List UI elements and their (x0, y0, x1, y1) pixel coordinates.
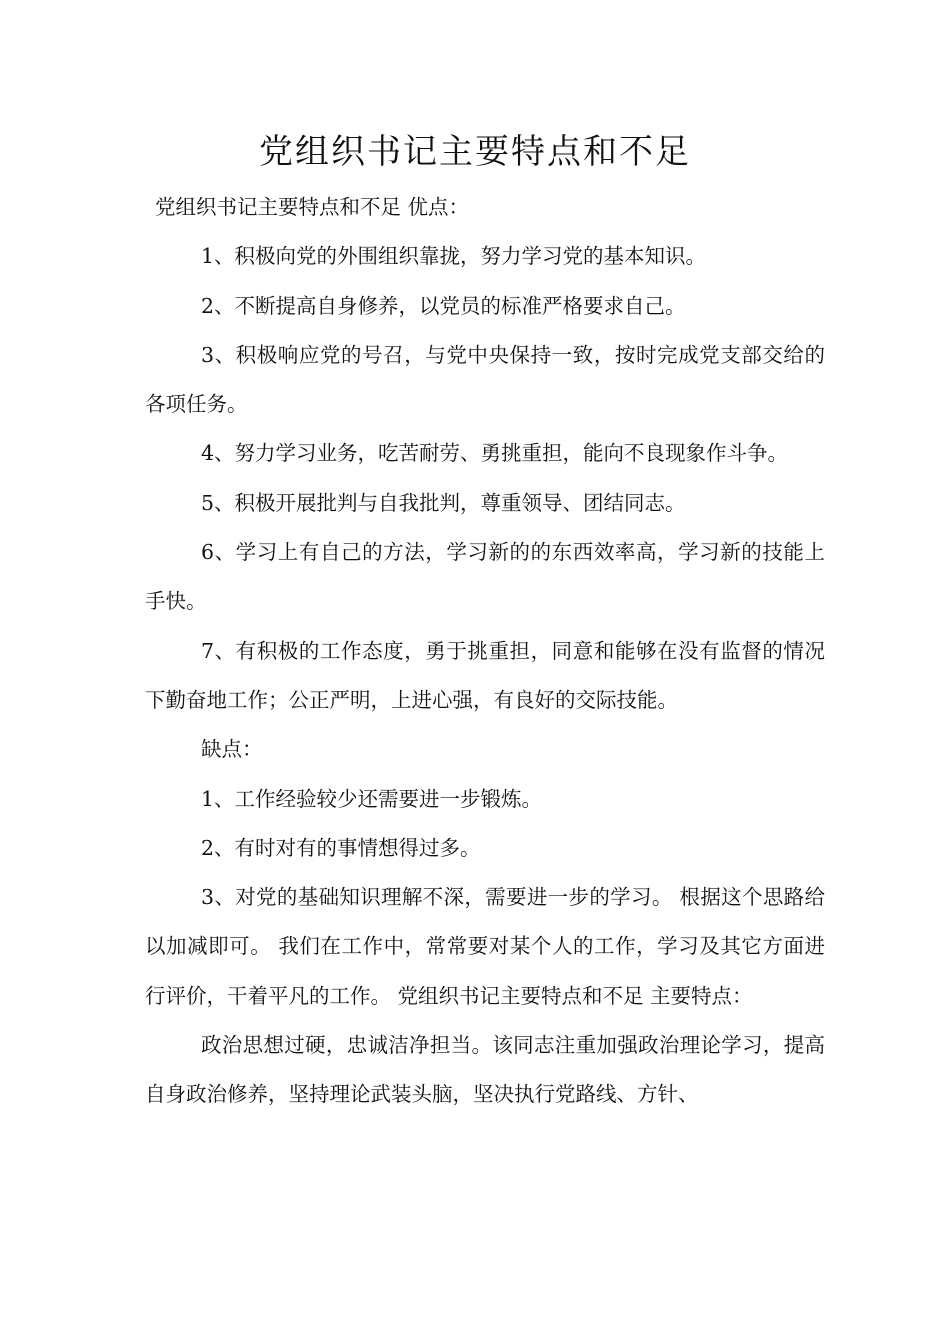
paragraph-strength-5: 5、积极开展批判与自我批判，尊重领导、团结同志。 (201, 490, 686, 515)
document-title: 党组织书记主要特点和不足 (259, 132, 691, 172)
paragraph-strength-7: 7、有积极的工作态度，勇于挑重担，同意和能够在没有监督的情况下勤奋地工作；公正严明，上进心强，有良好的交际技能。 (145, 638, 825, 712)
paragraph-intro: 党组织书记主要特点和不足 优点： (155, 195, 470, 219)
paragraph-strength-1: 1、积极向党的外围组织靠拢，努力学习党的基本知识。 (201, 244, 707, 269)
paragraph-strength-4: 4、努力学习业务，吃苦耐劳、勇挑重担，能向不良现象作斗争。 (201, 441, 789, 466)
paragraph-strength-2: 2、不断提高自身修养，以党员的标准严格要求自己。 (201, 293, 686, 318)
paragraph-weakness-3: 3、对党的基础知识理解不深，需要进一步的学习。 根据这个思路给以加减即可。 我们在工作中，常常要对某个人的工作，学习及其它方面进行评价，干着平凡的工作。 党组织书记主要特点和不足 主要特点： (145, 885, 825, 1008)
paragraph-strength-6: 6、学习上有自己的方法，学习新的的东西效率高，学习新的技能上手快。 (145, 540, 825, 614)
paragraph-weakness-2: 2、有时对有的事情想得过多。 (201, 835, 481, 860)
paragraph-weakness-1: 1、工作经验较少还需要进一步锻炼。 (201, 786, 543, 811)
paragraph-main-traits: 政治思想过硬，忠诚洁净担当。该同志注重加强政治理论学习，提高自身政治修养，坚持理论武装头脑，坚决执行党路线、方针、 (145, 1033, 825, 1107)
document-body (145, 183, 825, 1120)
paragraph-weakness-heading: 缺点： (201, 737, 263, 762)
paragraph-strength-3: 3、积极响应党的号召，与党中央保持一致，按时完成党支部交给的各项任务。 (145, 342, 825, 417)
